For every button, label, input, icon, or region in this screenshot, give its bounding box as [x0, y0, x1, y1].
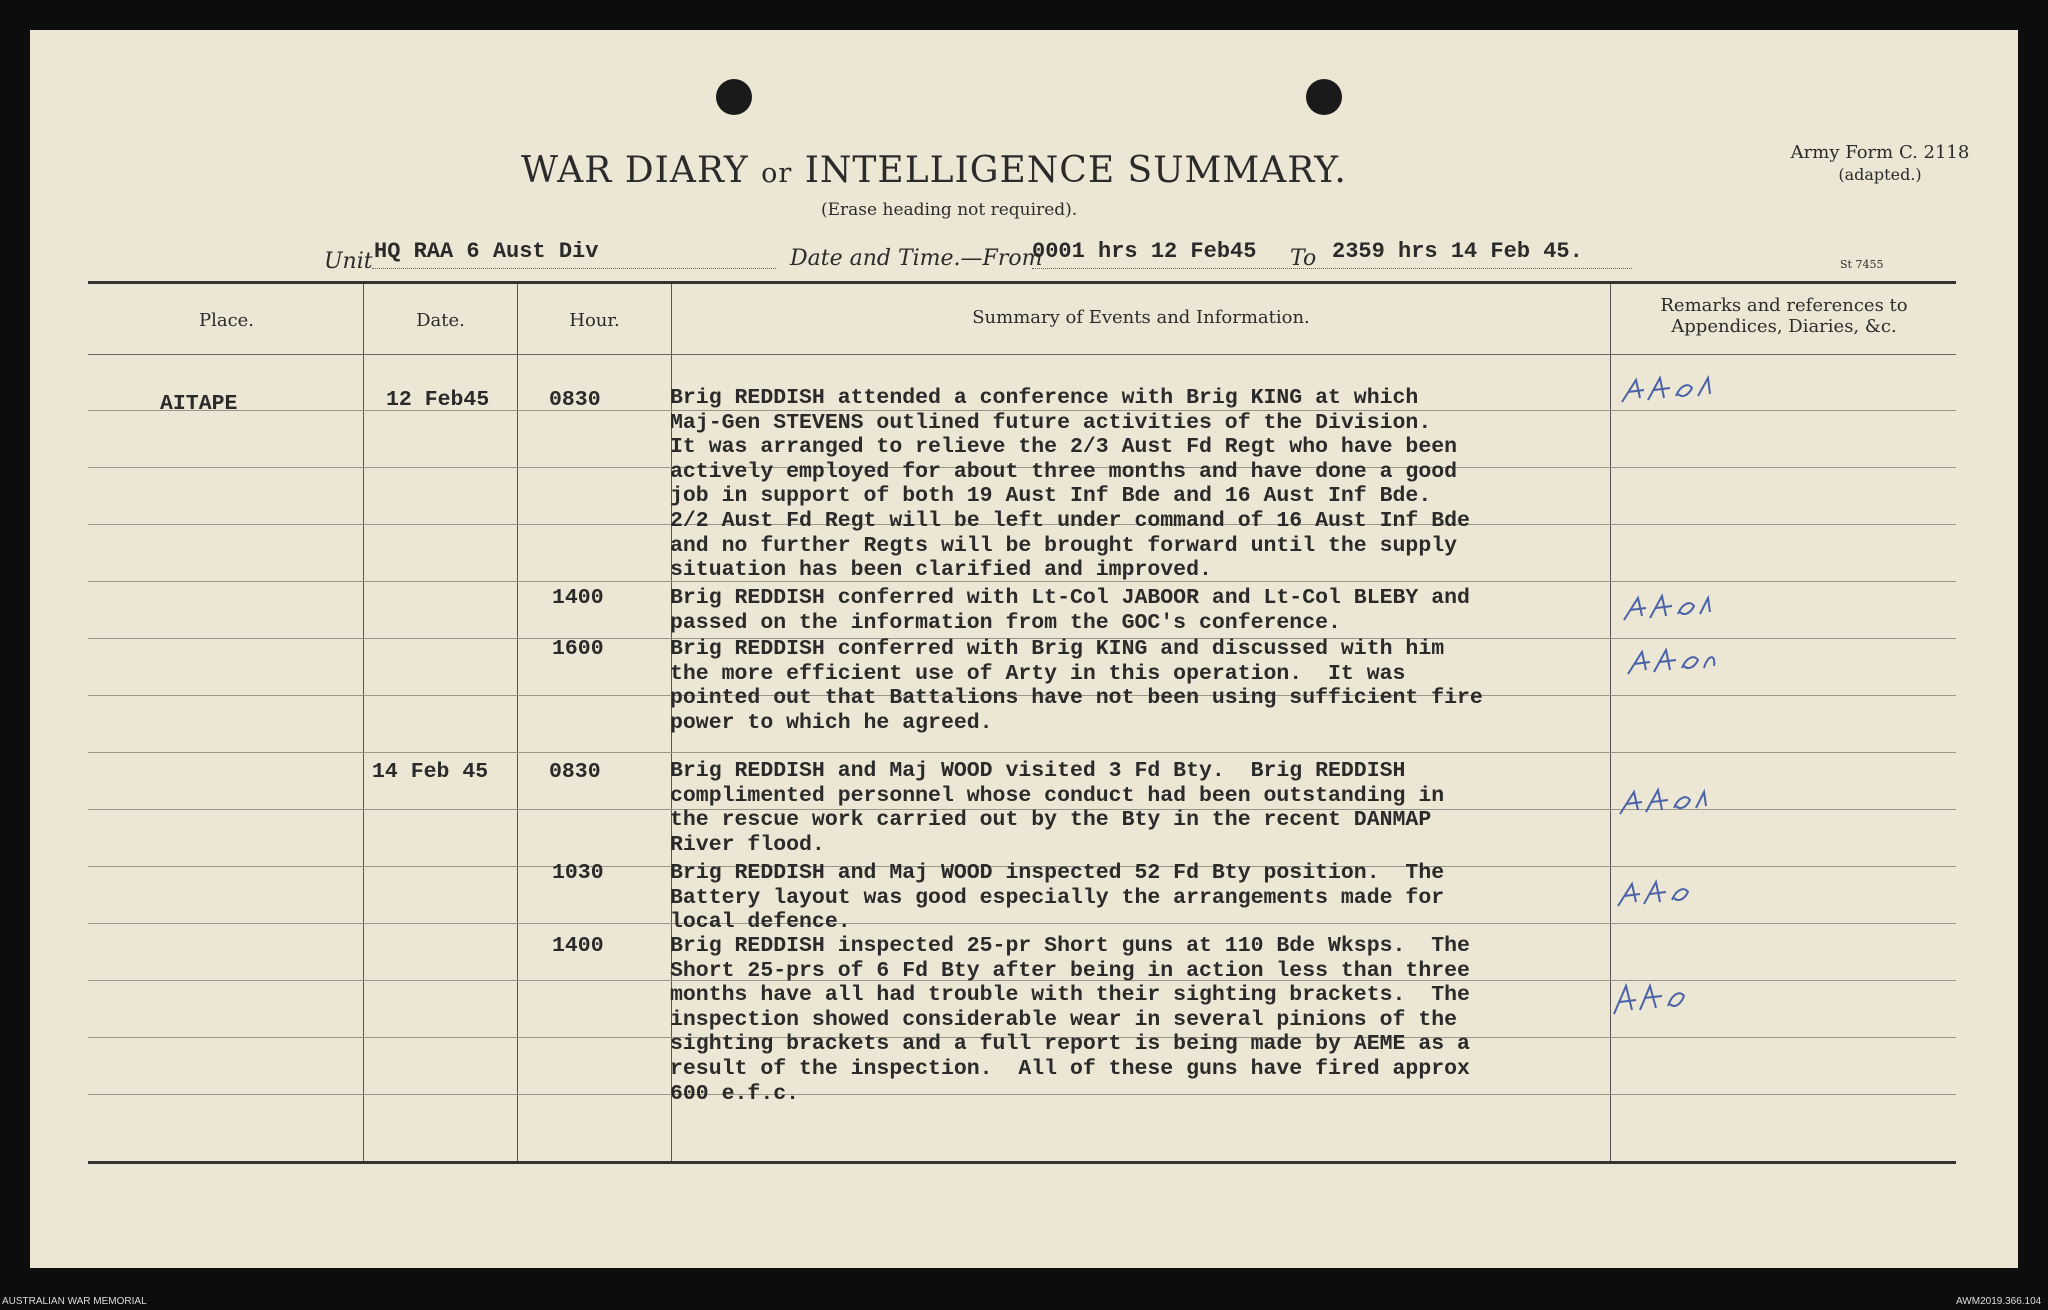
column-header-summary: Summary of Events and Information. — [972, 307, 1310, 328]
entry-1-date: 12 Feb45 — [386, 388, 490, 412]
unit-label: Unit — [324, 249, 373, 274]
unit-dotted-line — [372, 268, 776, 269]
entry-2-text: Brig REDDISH conferred with Lt-Col JABOOR and Lt-Col BLEBY and passed on the information from the GOC's conference. — [670, 586, 1470, 635]
entry-6-text: Brig REDDISH inspected 25-pr Short guns at 110 Bde Wksps. The Short 25-prs of 6 Fd Bty after being in action less than three months have all had trouble with their sighting brackets. The inspection showed considerable wear in several pinions of the sighting brackets and a full report is being made by AEME as a result of the inspection. All of these guns have fired approx 600 e.f.c. — [670, 934, 1470, 1106]
to-value: 2359 hrs 14 Feb 45. — [1332, 239, 1583, 264]
title-intelligence-summary: INTELLIGENCE SUMMARY. — [804, 150, 1347, 191]
entry-5-text: Brig REDDISH and Maj WOOD inspected 52 Fd Bty position. The Battery layout was good especially the arrangements made for local defence. — [670, 861, 1445, 935]
datetime-label: Date and Time.—From — [790, 246, 1043, 271]
column-header-remarks — [1612, 295, 1956, 337]
punch-hole-right — [1306, 79, 1342, 115]
punch-hole-left — [716, 79, 752, 115]
column-header-hour: Hour. — [569, 310, 620, 331]
header-rule — [88, 354, 1956, 355]
unit-value: HQ RAA 6 Aust Div — [374, 239, 599, 264]
entry-1-place: AITAPE — [160, 392, 238, 416]
to-label: To — [1290, 246, 1317, 271]
handwritten-initials-icon — [1624, 644, 1734, 680]
entry-2-hour: 1400 — [552, 586, 604, 610]
entry-3-hour: 1600 — [552, 637, 604, 661]
column-divider-place — [363, 284, 364, 1161]
title-or: or — [761, 158, 793, 189]
title-war-diary: WAR DIARY — [521, 150, 749, 191]
remarks-header-line1: Remarks and references to — [1660, 295, 1908, 316]
column-divider-summary — [1610, 284, 1611, 1161]
entry-4-date: 14 Feb 45 — [372, 760, 489, 784]
entry-6-hour: 1400 — [552, 934, 604, 958]
datetime-dotted-line — [1032, 268, 1632, 269]
table-bottom-rule — [88, 1161, 1956, 1164]
handwritten-initials-icon — [1618, 372, 1728, 408]
army-form-adapted: (adapted.) — [1838, 165, 1922, 184]
entry-4-hour: 0830 — [549, 760, 601, 784]
footer-reference: AWM2019.366.104 — [1956, 1296, 2042, 1307]
column-divider-date — [517, 284, 518, 1161]
entry-5-hour: 1030 — [552, 861, 604, 885]
entry-1-text: Brig REDDISH attended a conference with Brig KING at which Maj-Gen STEVENS outlined future activities of the Division. It was arranged to relieve the 2/3 Aust Fd Regt who have been actively employed for about three months and have done a good job in support of both 19 Aust Inf Bde and 16 Aust Inf Bde. 2/2 Aust Fd Regt will be left under command of 16 Aust Inf Bde and no further Regts will be brought forward until the supply situation has been clarified and improved. — [670, 386, 1470, 583]
army-form-number: Army Form C. 2118 — [1790, 142, 1970, 163]
handwritten-initials-icon — [1614, 876, 1724, 912]
stock-number: St 7455 — [1840, 258, 1884, 271]
table-top-rule — [88, 281, 1956, 284]
from-value: 0001 hrs 12 Feb45 — [1032, 239, 1257, 264]
diary-sheet — [30, 30, 2018, 1268]
entry-1-hour: 0830 — [549, 388, 601, 412]
handwritten-initials-icon — [1620, 590, 1730, 626]
handwritten-initials-icon — [1616, 784, 1726, 820]
page-subtitle: (Erase heading not required). — [821, 200, 1078, 220]
handwritten-initials-icon — [1610, 980, 1720, 1016]
footer-institution: AUSTRALIAN WAR MEMORIAL — [2, 1296, 147, 1307]
entry-3-text: Brig REDDISH conferred with Brig KING and discussed with him the more efficient use of Arty in this operation. It was pointed out that Battalions have not been using sufficient fire power to which he agreed. — [670, 637, 1483, 735]
remarks-header-line2: Appendices, Diaries, &c. — [1671, 316, 1897, 337]
column-header-date: Date. — [416, 310, 465, 331]
entry-4-text: Brig REDDISH and Maj WOOD visited 3 Fd Bty. Brig REDDISH complimented personnel whose conduct had been outstanding in the rescue work carried out by the Bty in the recent DANMAP River flood. — [670, 759, 1445, 857]
ruled-line — [88, 752, 1956, 753]
army-form-label — [1770, 142, 1990, 186]
page-title — [521, 150, 1347, 191]
column-header-place: Place. — [198, 310, 255, 331]
